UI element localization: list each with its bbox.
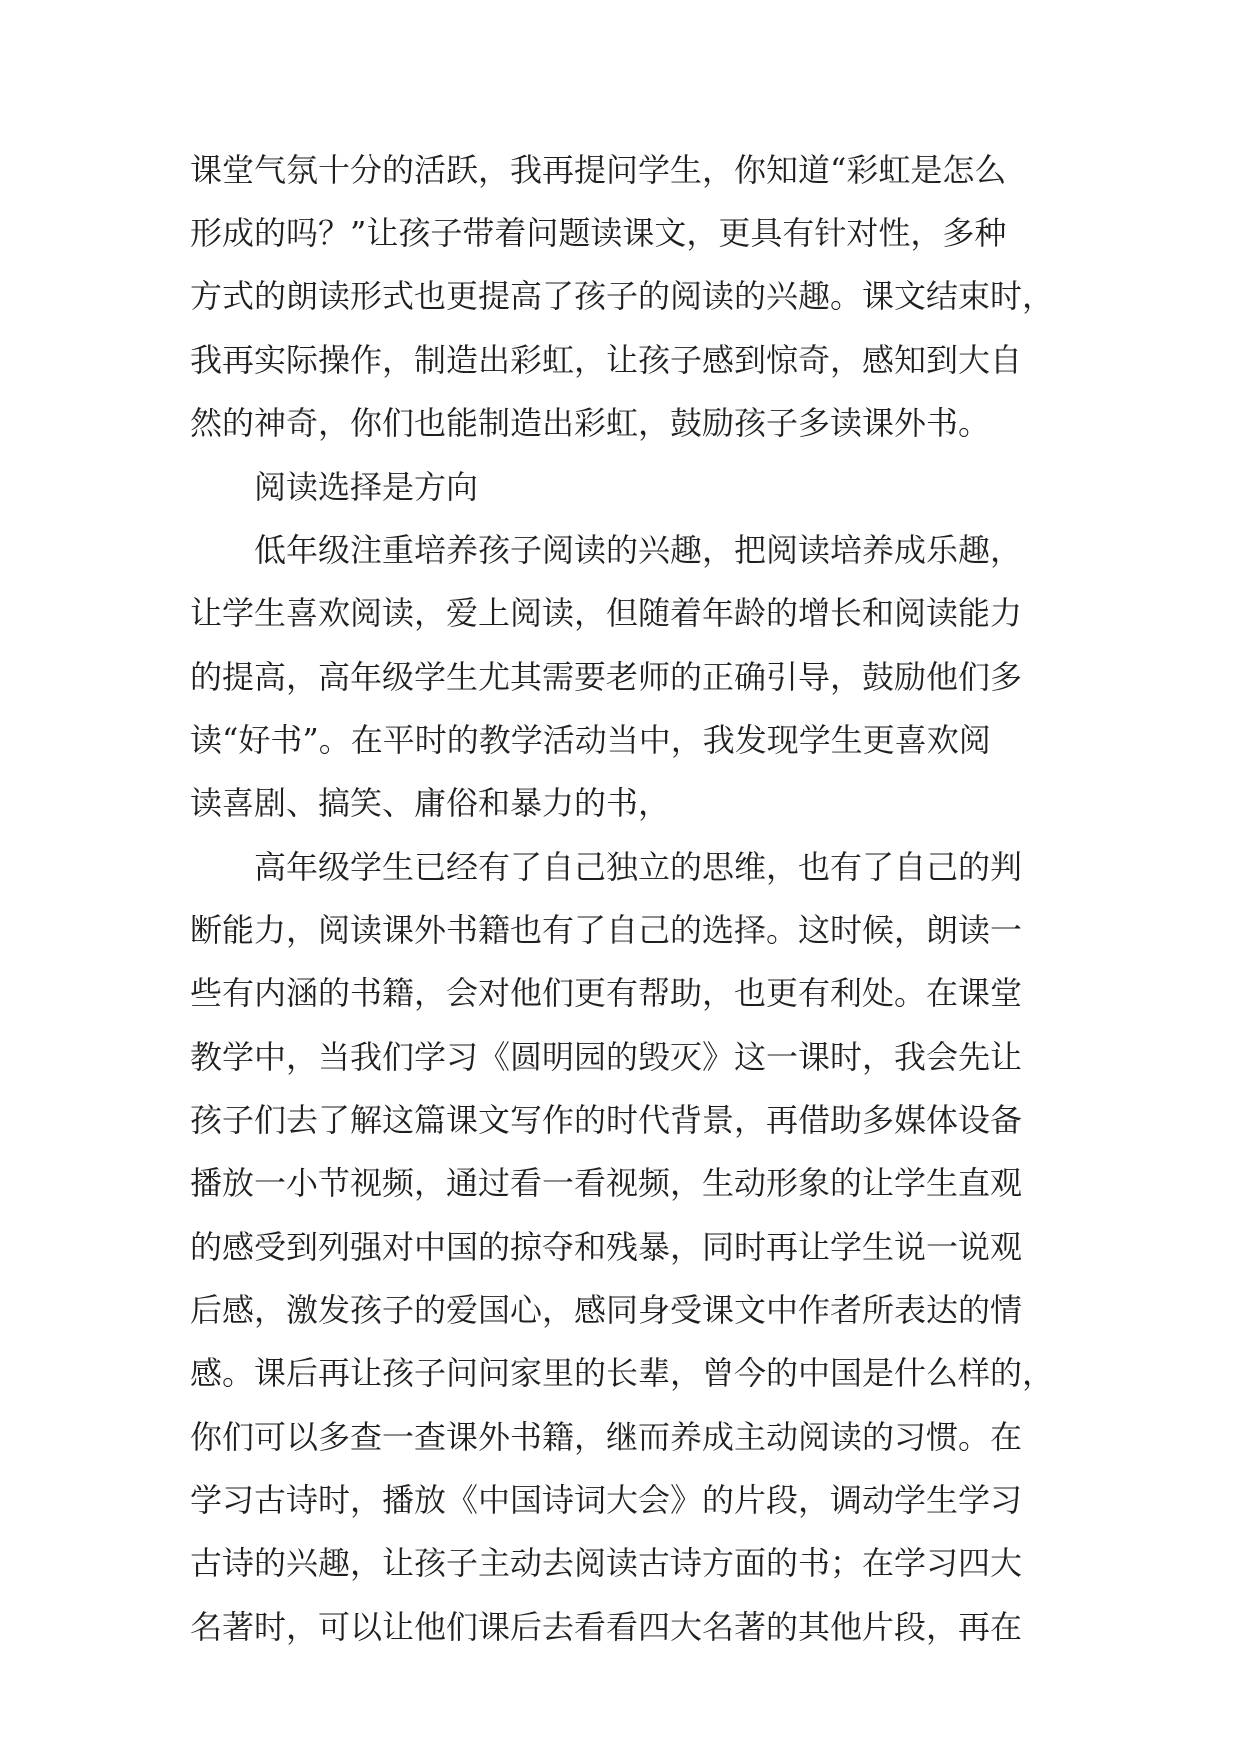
text-line: 然的神奇，你们也能制造出彩虹，鼓励孩子多读课外书。 [190,404,991,442]
text-line: 些有内涵的书籍，会对他们更有帮助，也更有利处。在课堂 [190,974,1023,1012]
text-line: 我再实际操作，制造出彩虹，让孩子感到惊奇，感知到大自 [190,341,1023,379]
text-line: 形成的吗？”让孩子带着问题读课文，更具有针对性，多种 [190,214,1007,252]
text-line: 让学生喜欢阅读，爱上阅读，但随着年龄的增长和阅读能力 [190,594,1023,632]
text-line: 课堂气氛十分的活跃，我再提问学生，你知道“彩虹是怎么 [190,151,1007,189]
text-line: 播放一小节视频，通过看一看视频，生动形象的让学生直观 [190,1164,1023,1202]
text-line: 的感受到列强对中国的掠夺和残暴，同时再让学生说一说观 [190,1228,1023,1266]
text-line: 感。课后再让孩子问问家里的长辈，曾今的中国是什么样的， [190,1354,1055,1392]
text-line: 孩子们去了解这篇课文写作的时代背景，再借助多媒体设备 [190,1101,1023,1139]
section-heading: 阅读选择是方向 [254,468,479,506]
text-line: 后感，激发孩子的爱国心，感同身受课文中作者所表达的情 [190,1291,1023,1329]
text-line: 学习古诗时，播放《中国诗词大会》的片段，调动学生学习 [190,1481,1023,1519]
text-line: 方式的朗读形式也更提高了孩子的阅读的兴趣。课文结束时， [190,277,1055,315]
text-line: 读“好书”。在平时的教学活动当中，我发现学生更喜欢阅 [190,721,991,759]
text-line: 名著时，可以让他们课后去看看四大名著的其他片段，再在 [190,1608,1023,1646]
text-line: 读喜剧、搞笑、庸俗和暴力的书， [190,784,671,822]
text-line: 低年级注重培养孩子阅读的兴趣，把阅读培养成乐趣， [254,531,1023,569]
text-line: 高年级学生已经有了自己独立的思维，也有了自己的判 [254,848,1023,886]
text-line: 的提高，高年级学生尤其需要老师的正确引导，鼓励他们多 [190,658,1023,696]
text-line: 你们可以多查一查课外书籍，继而养成主动阅读的习惯。在 [190,1418,1023,1456]
text-line: 断能力，阅读课外书籍也有了自己的选择。这时候，朗读一 [190,911,1023,949]
text-line: 古诗的兴趣，让孩子主动去阅读古诗方面的书；在学习四大 [190,1544,1023,1582]
text-line: 教学中，当我们学习《圆明园的毁灭》这一课时，我会先让 [190,1038,1023,1076]
